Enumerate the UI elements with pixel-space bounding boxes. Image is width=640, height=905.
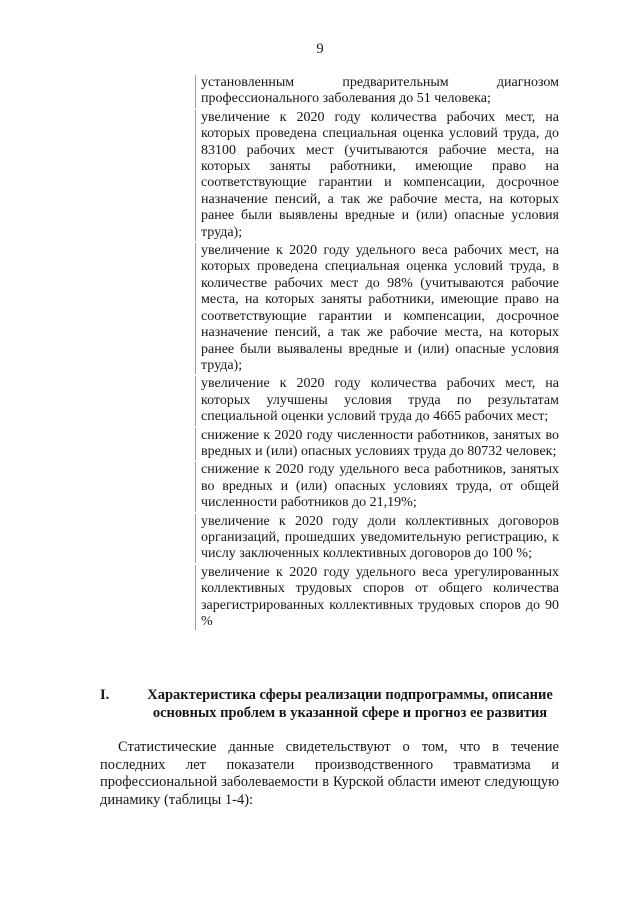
- list-item: увеличение к 2020 году количества рабочих мест, на которых улучшены условия труда по результатам специальной оценки условий труда до 4665 рабочих мест;: [195, 376, 559, 425]
- section-title: Характеристика сферы реализации подпрограммы, описание основных проблем в указанной сфере и прогноз ее развития: [147, 687, 553, 721]
- list-item: увеличение к 2020 году удельного веса рабочих мест, на которых проведена специальная оценка условий труда, в количестве рабочих мест до 98% (учитываются рабочие места, на которых заняты работники, имеющие право на соответствующие гарантии и компенсации, досрочное назначение пенсий, а так же рабочие места, на которых ранее были выявалены вредные и (или) опасные условия труда);: [195, 243, 559, 374]
- body-paragraph: Статистические данные свидетельствуют о том, что в течение последних лет показатели производственного травматизма и профессиональной заболеваемости в Курской области имеют следующую динамику (таблицы 1-4):: [100, 739, 559, 808]
- page-number: 9: [316, 41, 324, 57]
- section-numeral: I.: [100, 687, 110, 703]
- list-item: снижение к 2020 году удельного веса работников, занятых во вредных и (или) опасных условиях труда, от общей численности работников до 21,19%;: [195, 462, 559, 511]
- list-item: увеличение к 2020 году количества рабочих мест, на которых проведена специальная оценка условий труда, до 83100 рабочих мест (учитываются рабочие места, на которых заняты работники, имеющие право на соответствующие гарантии и компенсации, досрочное назначение пенсий, а так же рабочие места, на которых ранее были выявлены вредные и (или) опасные условия труда);: [195, 110, 559, 241]
- list-item: снижение к 2020 году численности работников, занятых во вредных и (или) опасных условиях труда до 80732 человек;: [195, 428, 559, 461]
- list-item: установленным предварительным диагнозом профессионального заболевания до 51 человека;: [195, 75, 559, 108]
- section-heading: [100, 686, 560, 722]
- list-item: увеличение к 2020 году доли коллективных договоров организаций, прошедших уведомительную регистрацию, к числу заключенных коллективных договоров до 100 %;: [195, 514, 559, 563]
- indicator-list: [195, 75, 559, 632]
- list-item: увеличение к 2020 году удельного веса урегулированных коллективных трудовых споров от общего количества зарегистрированных коллективных трудовых споров до 90 %: [195, 565, 559, 631]
